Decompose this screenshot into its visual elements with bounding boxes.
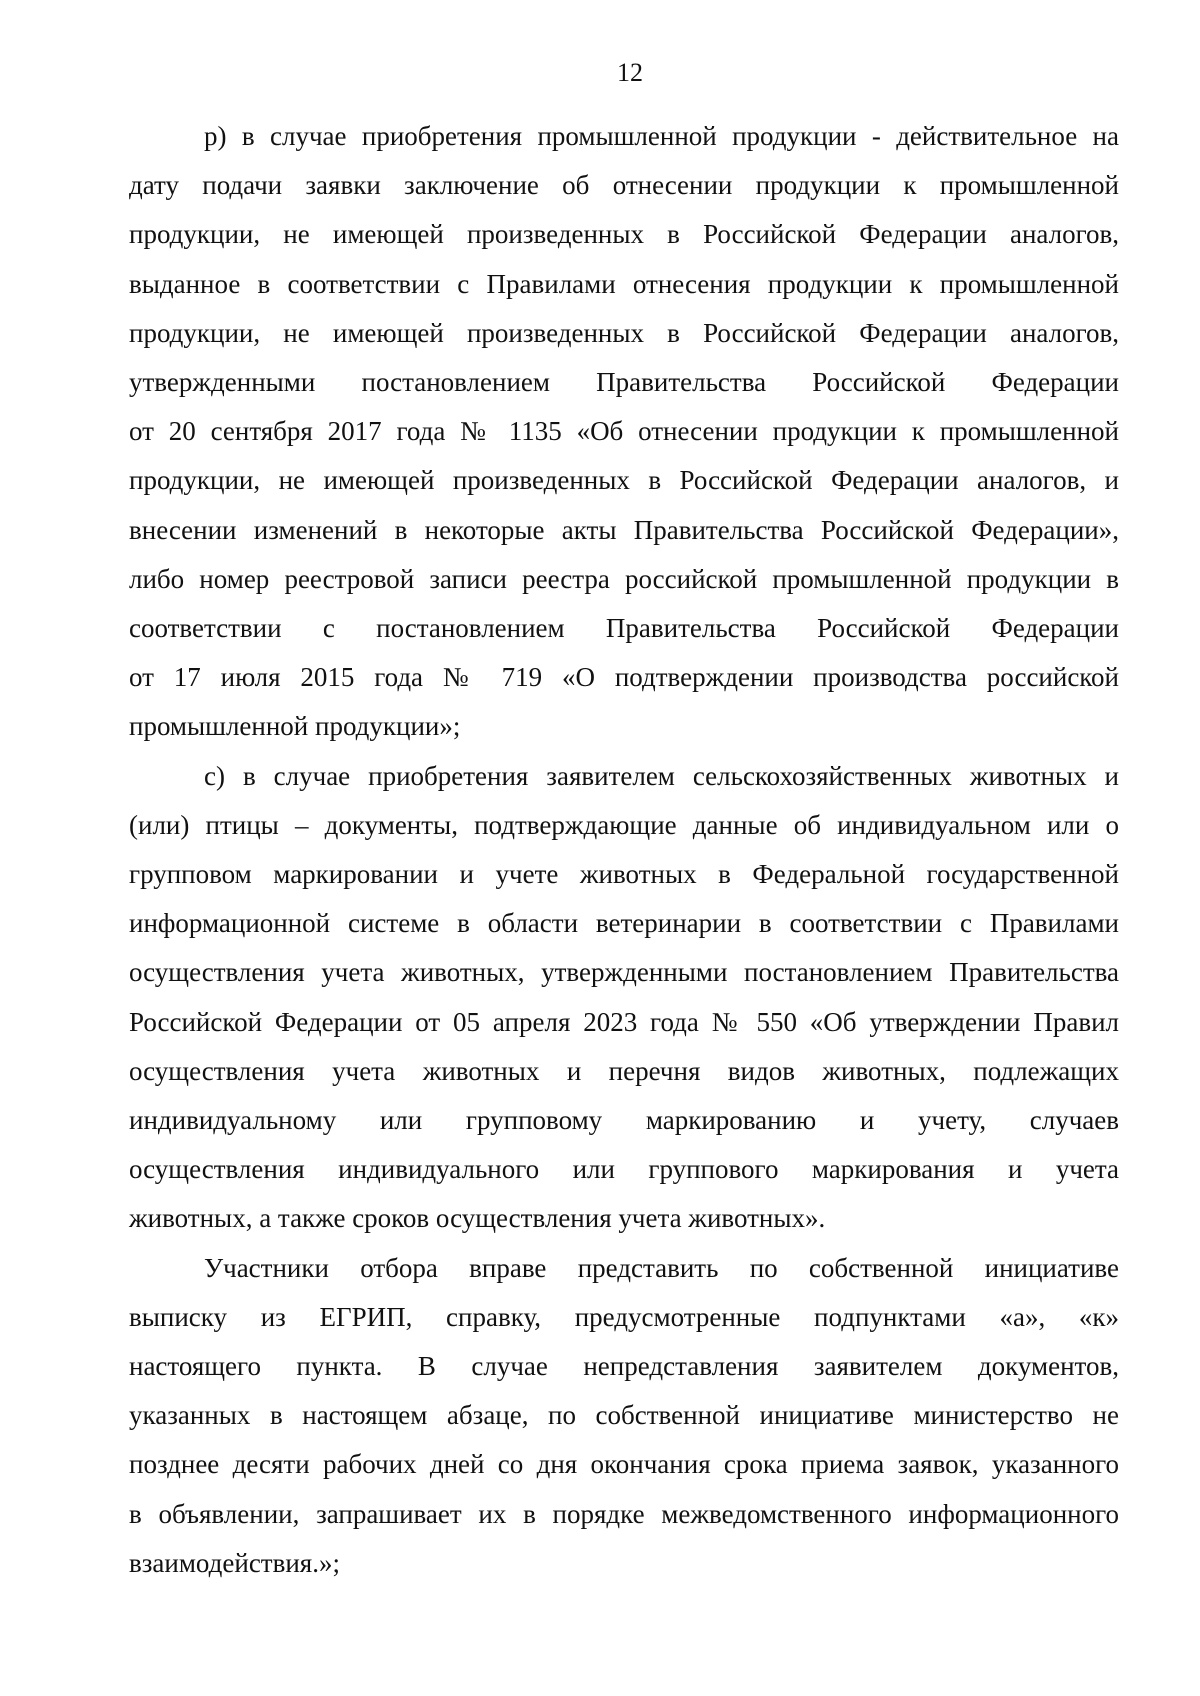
text-line: животных, а также сроков осуществления учета животных». [129, 1203, 826, 1234]
text-line: утвержденными постановлением Правительства Российской Федерации [129, 367, 1119, 398]
text-line: от 20 сентября 2017 года № 1135 «Об отнесении продукции к промышленной [129, 416, 1119, 447]
text-line: позднее десяти рабочих дней со дня окончания срока приема заявок, указанного [129, 1449, 1119, 1480]
text-line: осуществления учета животных и перечня видов животных, подлежащих [129, 1055, 1119, 1086]
text-line: дату подачи заявки заключение об отнесении продукции к промышленной [129, 170, 1119, 201]
text-line: с) в случае приобретения заявителем сельскохозяйственных животных и [204, 760, 1119, 791]
text-line: (или) птицы – документы, подтверждающие данные об индивидуальном или о [129, 809, 1119, 840]
paragraph-participants [129, 1244, 1119, 1588]
text-line: Участники отбора вправе представить по собственной инициативе [204, 1252, 1119, 1283]
text-line: продукции, не имеющей произведенных в Российской Федерации аналогов, [129, 317, 1119, 348]
text-line: осуществления индивидуального или группового маркирования и учета [129, 1154, 1119, 1185]
text-line: продукции, не имеющей произведенных в Российской Федерации аналогов, и [129, 465, 1119, 496]
text-line: в объявлении, запрашивает их в порядке межведомственного информационного [129, 1498, 1119, 1529]
text-line: информационной системе в области ветеринарии в соответствии с Правилами [129, 908, 1119, 939]
document-body [129, 112, 1119, 1588]
paragraph-item-r [129, 112, 1119, 752]
text-line: индивидуальному или групповому маркированию и учету, случаев [129, 1105, 1119, 1136]
text-line: выписку из ЕГРИП, справку, предусмотренные подпунктами «а», «к» [129, 1301, 1119, 1332]
text-line: Российской Федерации от 05 апреля 2023 года № 550 «Об утверждении Правил [129, 1006, 1119, 1037]
text-line: взаимодействия.»; [129, 1547, 340, 1578]
text-line: продукции, не имеющей произведенных в Российской Федерации аналогов, [129, 219, 1119, 250]
paragraph-item-s [129, 752, 1119, 1244]
text-line: осуществления учета животных, утвержденными постановлением Правительства [129, 957, 1119, 988]
text-line: групповом маркировании и учете животных в Федеральной государственной [129, 859, 1119, 890]
page-number: 12 [617, 58, 643, 87]
text-line: соответствии с постановлением Правительства Российской Федерации [129, 613, 1119, 644]
text-line: от 17 июля 2015 года № 719 «О подтверждении производства российской [129, 662, 1119, 693]
text-line: р) в случае приобретения промышленной продукции - действительное на [204, 121, 1119, 151]
text-line: настоящего пункта. В случае непредставления заявителем документов, [129, 1351, 1119, 1382]
text-line: промышленной продукции»; [129, 711, 461, 742]
text-line: либо номер реестровой записи реестра российской промышленной продукции в [129, 563, 1119, 594]
text-line: указанных в настоящем абзаце, по собственной инициативе министерство не [129, 1400, 1119, 1431]
text-line: выданное в соответствии с Правилами отнесения продукции к промышленной [129, 268, 1119, 299]
text-line: внесении изменений в некоторые акты Правительства Российской Федерации», [129, 514, 1119, 545]
